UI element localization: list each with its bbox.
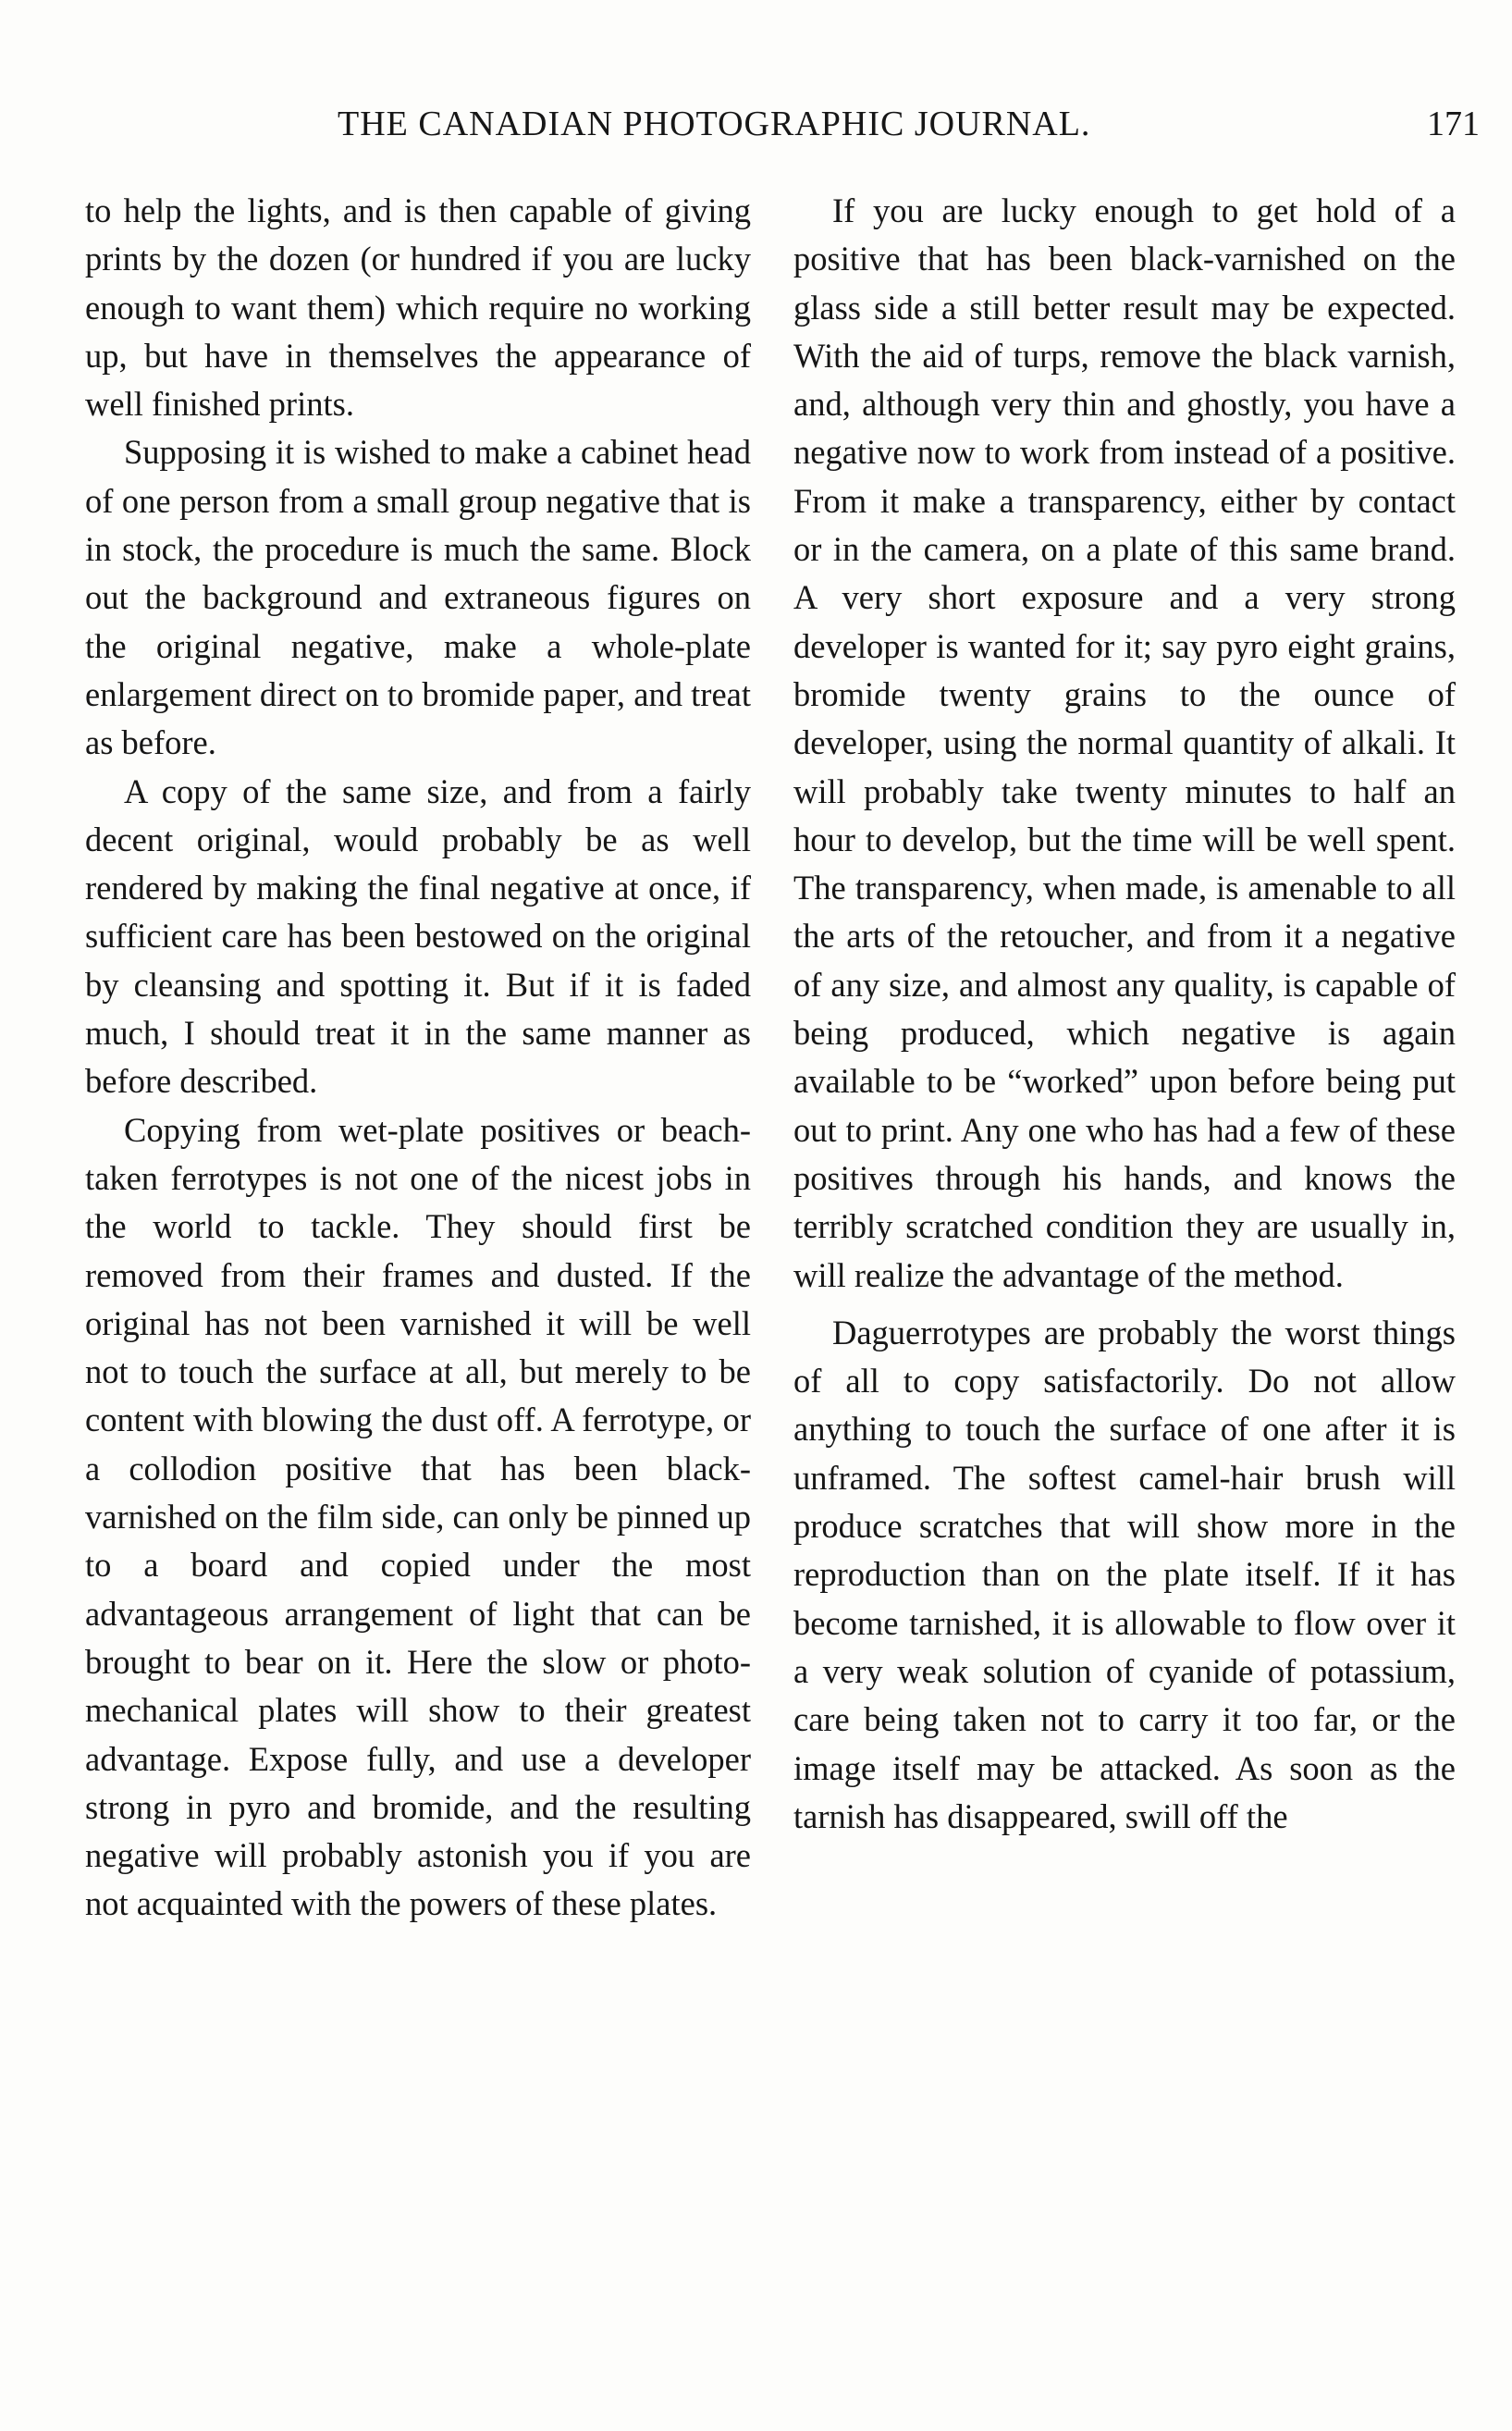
page-header [83,104,1480,159]
paragraph: Daguerrotypes are probably the worst things of all to copy satisfactorily. Do not allow anything to touch the surface of one after it is unframed. The softest camel-hair brush will produce scratches that will show more in the reproduction than on the plate itself. If it has become tarnished, it is allowable to flow over it a very weak solution of cyanide of potassium, care being taken not to carry it too far, or the image itself may be attacked. As soon as the tarnish has disappeared, swill off the [793,1313,1456,1835]
left-column [85,187,751,1929]
running-title: THE CANADIAN PHOTOGRAPHIC JOURNAL. [338,105,1091,143]
paragraph: A copy of the same size, and from a fairly decent original, would probably be as well rendered by making the final negative at once, if sufficient care has been bestowed on the original by cleansing and spotting it. But if it is faded much, I should treat it in the same manner as before described. [85,771,751,1101]
paragraph: to help the lights, and is then capable of giving prints by the dozen (or hundred if you are lucky enough to want them) which require no working up, but have in themselves the appearance of well finished prints. [85,191,751,424]
paragraph: Copying from wet-plate positives or beach-taken ferrotypes is not one of the nicest jobs in the world to tackle. They should first be removed from their frames and dusted. If the original has not been varnished it will be well not to touch the surface at all, but merely to be content with blowing the dust off. A ferrotype, or a collodion positive that has been black-varnished on the film side, can only be pinned up to a board and copied under the most advantageous arrangement of light that can be brought to bear on it. Here the slow or photo-mechanical plates will show to their greatest advantage. Expose fully, and use a developer strong in pyro and bromide, and the resulting negative will probably astonish you if you are not acquainted with the powers of these plates. [85,1110,751,1923]
right-column [793,187,1456,1841]
page-number: 171 [1427,105,1480,143]
paragraph: If you are lucky enough to get hold of a positive that has been black-varnished on the glass side a still better result may be expected. With the aid of turps, remove the black varnish, and, although very thin and ghostly, you have a negative now to work from instead of a positive. From it make a transparency, either by contact or in the camera, on a plate of this same brand. A very short exposure and a very strong developer is wanted for it; say pyro eight grains, bromide twenty grains to the ounce of developer, using the normal quantity of alkali. It will probably take twenty minutes to half an hour to develop, but the time will be well spent. The transparency, when made, is amenable to all the arts of the retoucher, and from it a negative of any size, and almost any quality, is capable of being produced, which negative is again available to be “worked” upon before being put out to print. Any one who has had a few of these positives through his hands, and knows the terribly scratched condition they are usually in, will realize the advantage of the method. [793,191,1456,1294]
paragraph: Supposing it is wished to make a cabinet head of one person from a small group negative that is in stock, the procedure is much the same. Block out the background and extraneous figures on the original negative, make a whole-plate enlargement direct on to bromide paper, and treat as before. [85,433,751,762]
